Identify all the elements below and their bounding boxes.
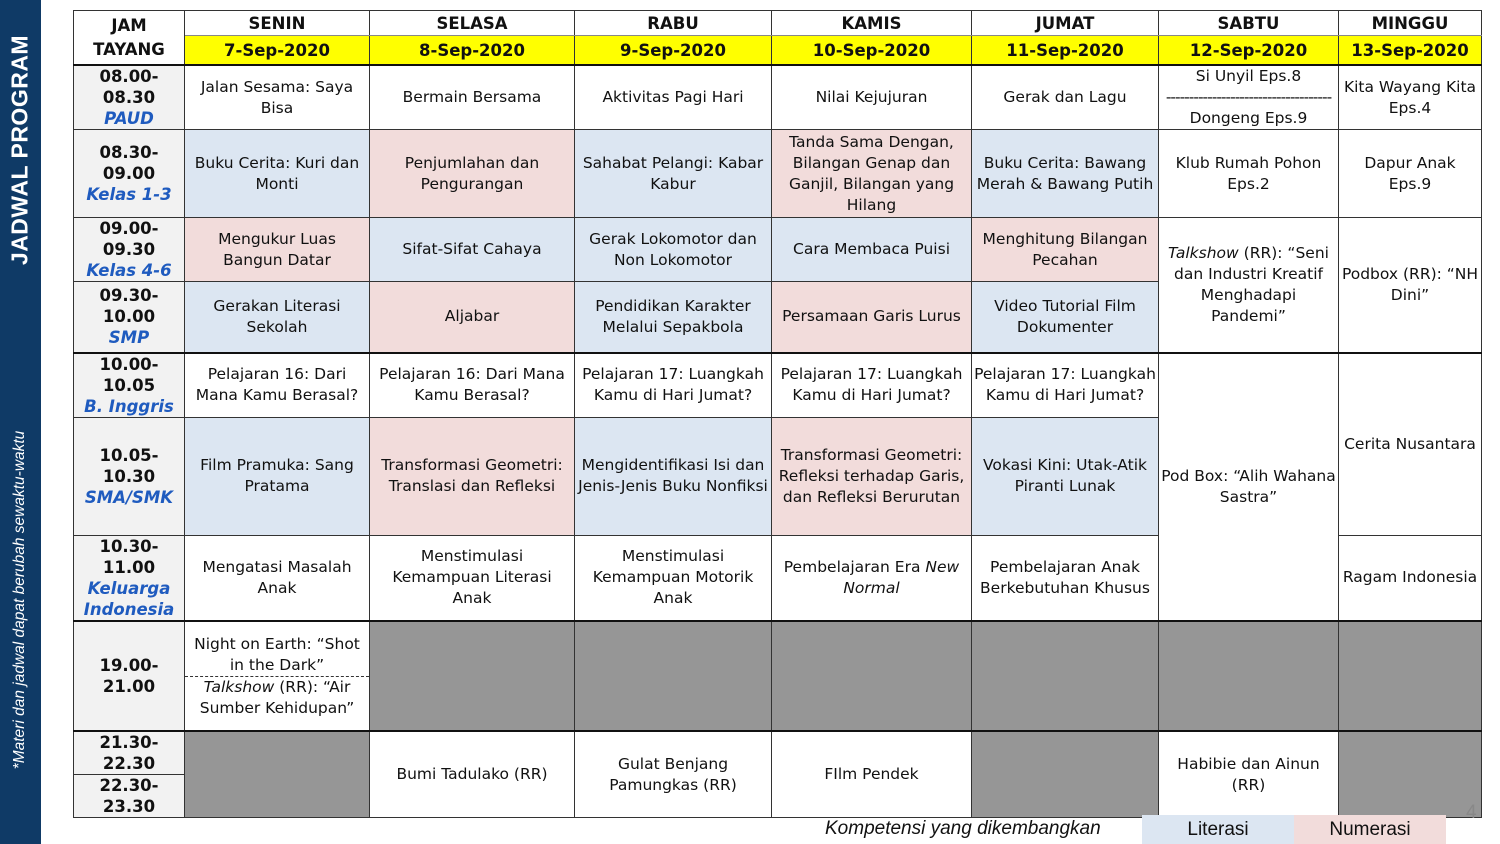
- day-header-rabu: RABU: [575, 11, 772, 36]
- time-slot-kelas-4-6: [74, 218, 185, 282]
- program-cell: Buku Cerita: Bawang Merah & Bawang Putih: [972, 130, 1159, 218]
- date-selasa: 8-Sep-2020: [370, 36, 575, 66]
- program-cell: Pelajaran 17: Luangkah Kamu di Hari Jumat?: [772, 353, 972, 418]
- program-top: Night on Earth: “Shot in the Dark”: [185, 634, 369, 677]
- program-cell: Sahabat Pelangi: Kabar Kabur: [575, 130, 772, 218]
- time-slot-2230: 22.30-23.30: [74, 775, 185, 818]
- program-cell: Buku Cerita: Kuri dan Monti: [185, 130, 370, 218]
- program-cell: Pelajaran 16: Dari Mana Kamu Berasal?: [185, 353, 370, 418]
- program-cell: Transformasi Geometri: Refleksi terhadap Garis, dan Refleksi Berurutan: [772, 417, 972, 535]
- program-cell: Ragam Indonesia: [1339, 535, 1482, 621]
- time-label: 10.00-10.05: [99, 354, 159, 395]
- program-top: Si Unyil Eps.8: [1195, 67, 1302, 85]
- day-header-selasa: SELASA: [370, 11, 575, 36]
- jam-tayang-header: JAM TAYANG: [74, 11, 185, 66]
- date-minggu: 13-Sep-2020: [1339, 36, 1482, 66]
- time-label: 10.05-10.30: [99, 445, 159, 486]
- program-cell: Pod Box: “Alih Wahana Sastra”: [1159, 353, 1339, 622]
- time-label: 09.00-09.30: [99, 219, 159, 259]
- legend-literasi: Literasi: [1142, 815, 1294, 844]
- program-cell: Kita Wayang Kita Eps.4: [1339, 65, 1482, 130]
- program-cell: Film Pramuka: Sang Pratama: [185, 417, 370, 535]
- program-cell: [1159, 218, 1339, 353]
- audience-label: SMA/SMK: [84, 487, 174, 507]
- program-cell: Video Tutorial Film Dokumenter: [972, 282, 1159, 353]
- time-label: 10.30-11.00: [99, 536, 159, 577]
- talkshow-label: Talkshow: [203, 677, 275, 696]
- audience-label: Keluarga Indonesia: [83, 578, 175, 619]
- program-cell: Pembelajaran Anak Berkebutuhan Khusus: [972, 535, 1159, 621]
- program-cell: Habibie dan Ainun (RR): [1159, 731, 1339, 818]
- time-slot-paud: [74, 65, 185, 130]
- program-cell: Cerita Nusantara: [1339, 353, 1482, 536]
- program-cell: Pendidikan Karakter Melalui Sepakbola: [575, 282, 772, 353]
- time-slot-keluarga: [74, 535, 185, 621]
- program-title: Pembelajaran Era: [783, 557, 926, 576]
- day-header-sabtu: SABTU: [1159, 11, 1339, 36]
- program-cell: Sifat-Sifat Cahaya: [370, 218, 575, 282]
- time-label: 08.00-08.30: [99, 67, 159, 107]
- audience-label: Kelas 4-6: [86, 261, 172, 280]
- program-cell: Jalan Sesama: Saya Bisa: [185, 65, 370, 130]
- program-cell: Gulat Benjang Pamungkas (RR): [575, 731, 772, 818]
- program-cell: Vokasi Kini: Utak-Atik Piranti Lunak: [972, 417, 1159, 535]
- empty-slot: [370, 621, 575, 731]
- program-cell: Gerak dan Lagu: [972, 65, 1159, 130]
- audience-label: SMP: [108, 328, 150, 348]
- sidebar-title: JADWAL PROGRAM: [6, 34, 33, 266]
- page-number: 4: [1466, 802, 1477, 823]
- audience-label: B. Inggris: [84, 396, 174, 416]
- program-cell: Bermain Bersama: [370, 65, 575, 130]
- time-label: 08.30-09.00: [99, 143, 159, 183]
- legend-numerasi: Numerasi: [1294, 815, 1446, 844]
- program-cell: Penjumlahan dan Pengurangan: [370, 130, 575, 218]
- program-cell: Mengatasi Masalah Anak: [185, 535, 370, 621]
- program-bottom: Dongeng Eps.9: [1189, 109, 1308, 127]
- program-cell: Aljabar: [370, 282, 575, 353]
- time-slot-2130: 21.30-22.30: [74, 731, 185, 775]
- time-label: 19.00-21.00: [99, 656, 159, 696]
- program-title-italic: New Normal: [843, 557, 960, 597]
- program-cell: Menstimulasi Kemampuan Literasi Anak: [370, 535, 575, 621]
- time-slot-kelas-1-3: [74, 130, 185, 218]
- day-header-minggu: MINGGU: [1339, 11, 1482, 36]
- program-cell: Bumi Tadulako (RR): [370, 731, 575, 818]
- sidebar-note: *Materi dan jadwal dapat berubah sewaktu-waktu: [11, 430, 28, 770]
- empty-slot: [575, 621, 772, 731]
- program-cell: Transformasi Geometri: Translasi dan Refleksi: [370, 417, 575, 535]
- program-cell: Pelajaran 17: Luangkah Kamu di Hari Jumat?: [972, 353, 1159, 418]
- schedule-table: [73, 10, 1482, 818]
- program-bottom: [185, 677, 369, 719]
- empty-slot: [772, 621, 972, 731]
- date-jumat: 11-Sep-2020: [972, 36, 1159, 66]
- legend-label: Kompetensi yang dikembangkan: [825, 818, 1101, 839]
- time-slot-malam: [74, 621, 185, 731]
- program-title: (RR): “Air Sumber Kehidupan”: [199, 677, 355, 717]
- empty-slot: [1159, 621, 1339, 731]
- time-slot-smp: [74, 282, 185, 353]
- audience-label: Kelas 1-3: [86, 185, 172, 204]
- program-cell: Gerakan Literasi Sekolah: [185, 282, 370, 353]
- program-cell: Pelajaran 16: Dari Mana Kamu Berasal?: [370, 353, 575, 418]
- program-cell: Mengidentifikasi Isi dan Jenis-Jenis Buku Nonfiksi: [575, 417, 772, 535]
- program-cell: Gerak Lokomotor dan Non Lokomotor: [575, 218, 772, 282]
- empty-slot: [185, 731, 370, 818]
- audience-label: PAUD: [104, 109, 154, 128]
- program-cell: Persamaan Garis Lurus: [772, 282, 972, 353]
- program-cell: Cara Membaca Puisi: [772, 218, 972, 282]
- program-cell: Menstimulasi Kemampuan Motorik Anak: [575, 535, 772, 621]
- time-slot-b-inggris: [74, 353, 185, 418]
- program-cell: FIlm Pendek: [772, 731, 972, 818]
- program-cell: Tanda Sama Dengan, Bilangan Genap dan Ganjil, Bilangan yang Hilang: [772, 130, 972, 218]
- program-cell: Dapur Anak Eps.9: [1339, 130, 1482, 218]
- day-header-jumat: JUMAT: [972, 11, 1159, 36]
- empty-slot: [1339, 621, 1482, 731]
- program-title: (RR): “Seni dan Industri Kreatif Menghadapi Pandemi”: [1174, 243, 1329, 325]
- program-cell: Aktivitas Pagi Hari: [575, 65, 772, 130]
- program-cell-split: [1159, 65, 1339, 130]
- empty-slot: [1339, 731, 1482, 818]
- program-cell: Mengukur Luas Bangun Datar: [185, 218, 370, 282]
- sidebar: [0, 0, 41, 844]
- program-cell-split: [185, 621, 370, 731]
- program-cell: [772, 535, 972, 621]
- time-label: 09.30-10.00: [99, 286, 159, 327]
- empty-slot: [972, 621, 1159, 731]
- time-slot-sma-smk: [74, 417, 185, 535]
- date-rabu: 9-Sep-2020: [575, 36, 772, 66]
- empty-slot: [972, 731, 1159, 818]
- date-sabtu: 12-Sep-2020: [1159, 36, 1339, 66]
- divider: ------------------------------------: [1165, 88, 1332, 106]
- program-cell: Podbox (RR): “NH Dini”: [1339, 218, 1482, 353]
- program-cell: Menghitung Bilangan Pecahan: [972, 218, 1159, 282]
- program-cell: Klub Rumah Pohon Eps.2: [1159, 130, 1339, 218]
- talkshow-label: Talkshow: [1168, 243, 1239, 262]
- program-cell: Nilai Kejujuran: [772, 65, 972, 130]
- date-kamis: 10-Sep-2020: [772, 36, 972, 66]
- program-cell: Pelajaran 17: Luangkah Kamu di Hari Jumat?: [575, 353, 772, 418]
- date-senin: 7-Sep-2020: [185, 36, 370, 66]
- day-header-senin: SENIN: [185, 11, 370, 36]
- day-header-kamis: KAMIS: [772, 11, 972, 36]
